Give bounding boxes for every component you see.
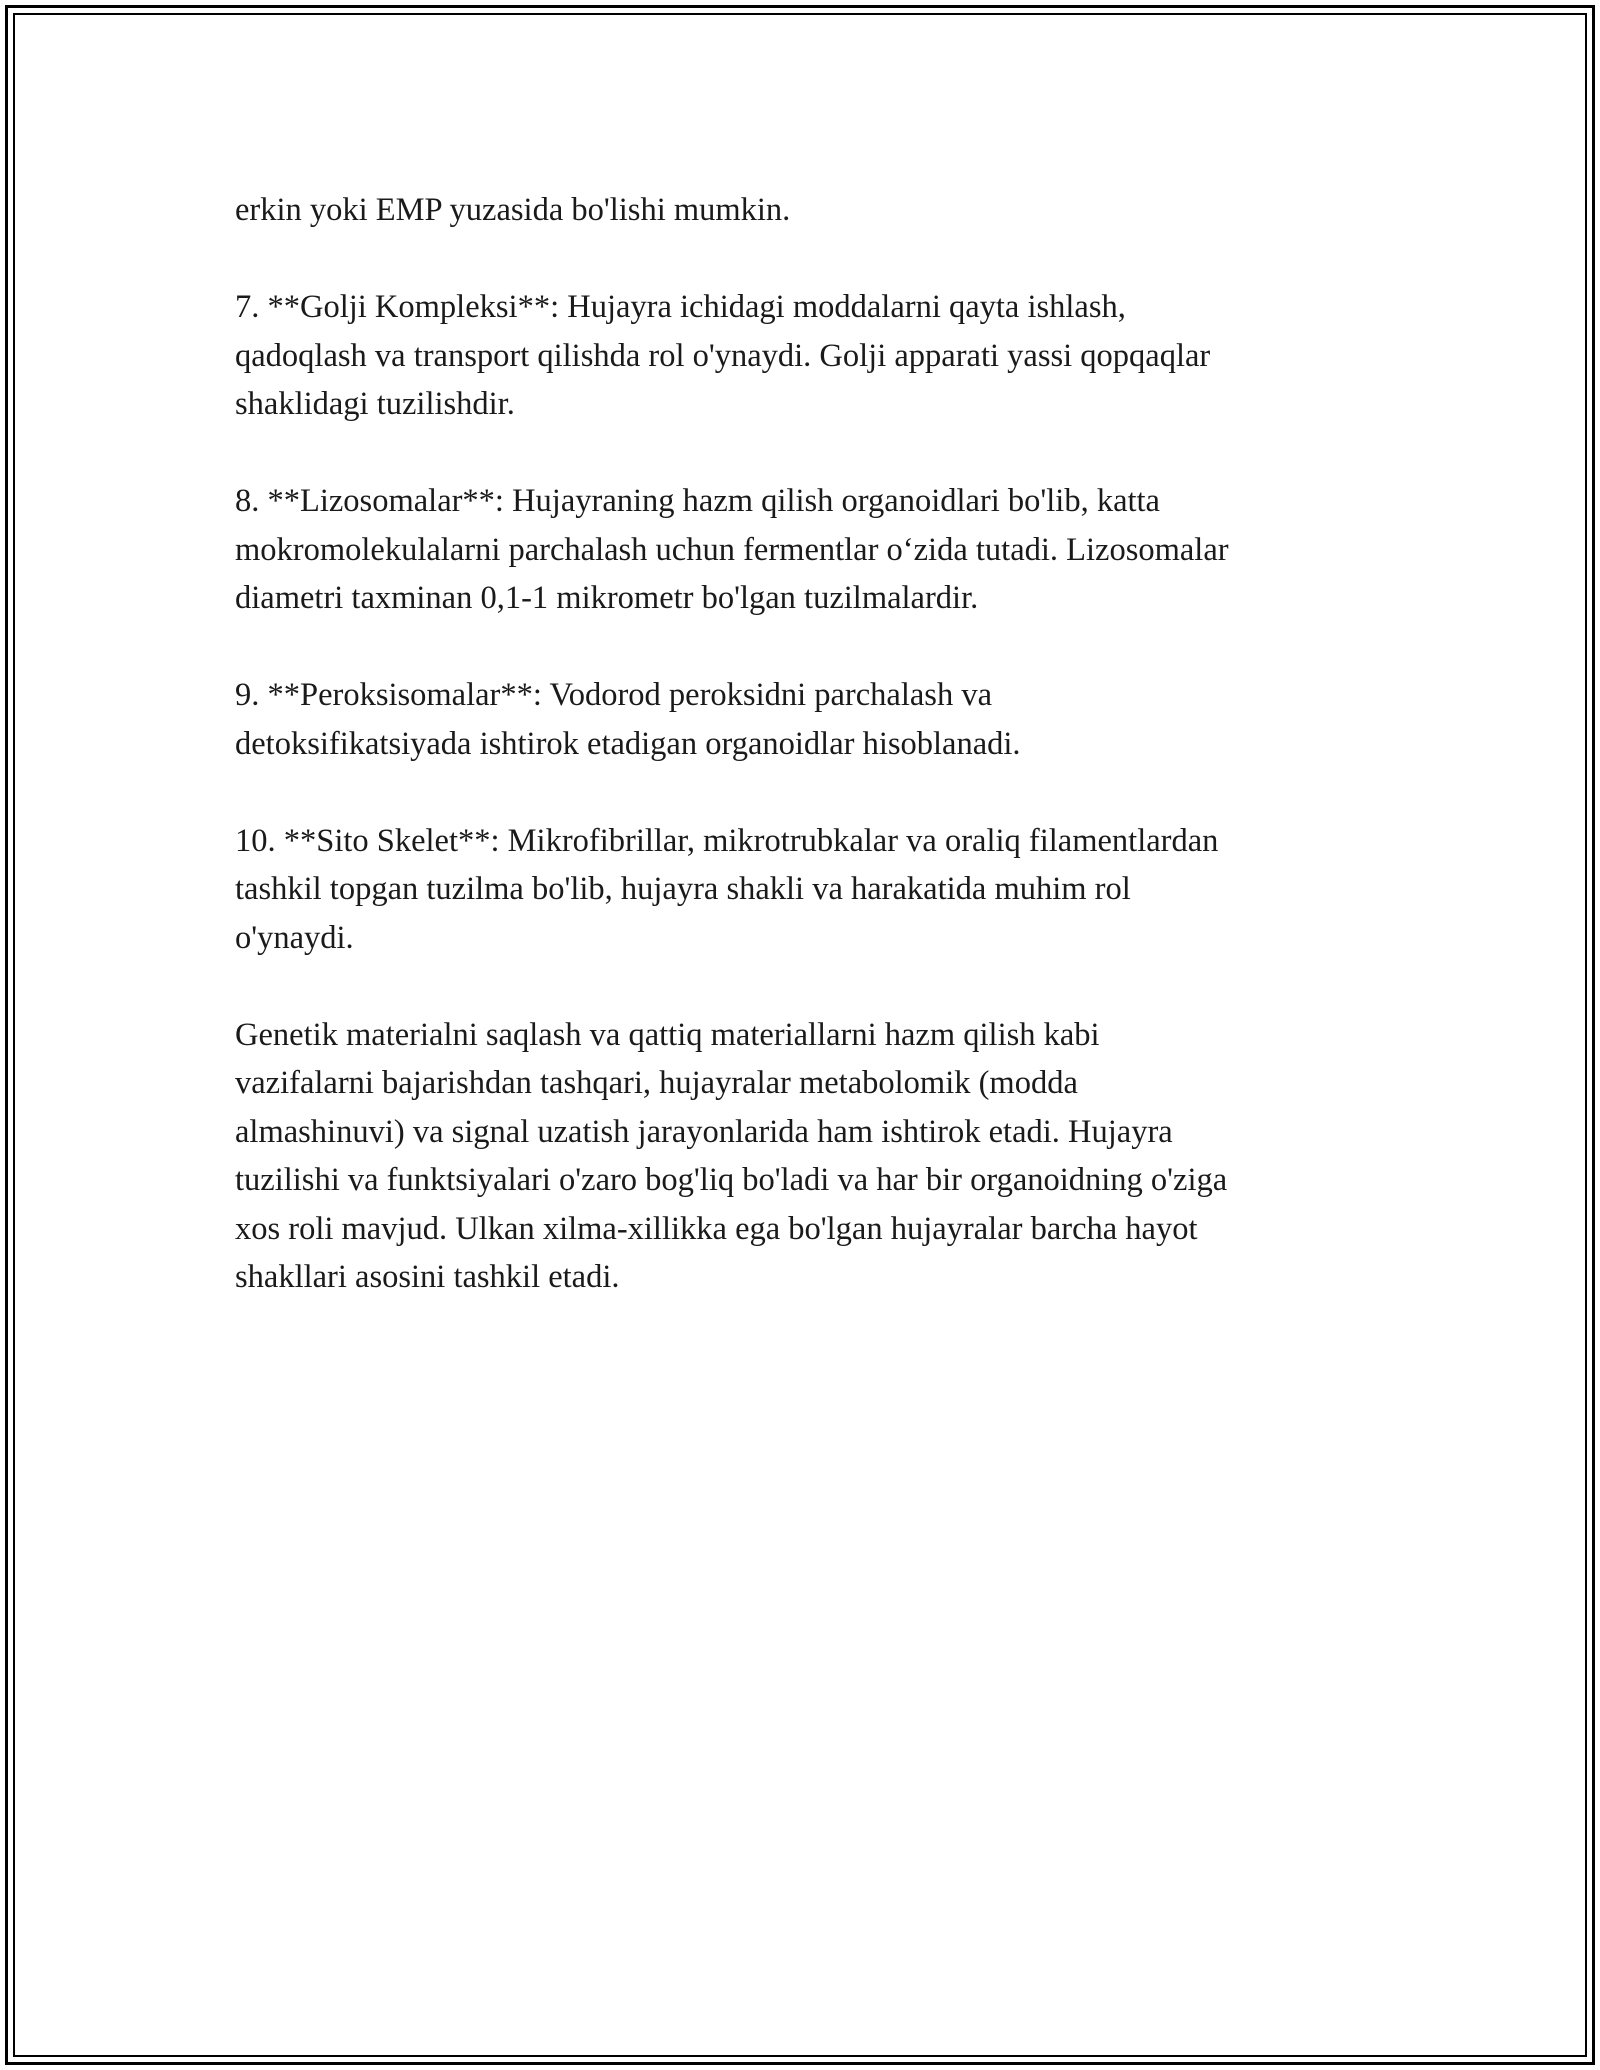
paragraph-continuation: erkin yoki EMP yuzasida bo'lishi mumkin. [235,192,791,228]
paragraph-peroxisomes: 9. **Peroksisomalar**: Vodorod peroksidni parchalash va detoksifikatsiyada ishtirok etadigan organoidlar hisoblanadi. [235,677,1021,762]
paragraph-lysosomes: 8. **Lizosomalar**: Hujayraning hazm qilish organoidlari bo'lib, katta mokromolekulalarni parchalash uchun fermentlar o‘zida tutadi. Lizosomalar diametri taxminan 0,1-1 mikrometr bo'lgan tuzilmalardir. [235,483,1229,616]
paragraph-conclusion: Genetik materialni saqlash va qattiq materiallarni hazm qilish kabi vazifalarni bajarishdan tashqari, hujayralar metabolomik (modda almashinuvi) va signal uzatish jarayonlarida ham ishtirok etadi. Hujayra tuzilishi va funktsiyalari o'zaro bog'liq bo'ladi va har bir organoidning o'ziga xos roli mavjud. Ulkan xilma-xillikka ega bo'lgan hujayralar barcha hayot shakllari asosini tashkil etadi. [235,1016,1228,1295]
paragraph-cytoskeleton: 10. **Sito Skelet**: Mikrofibrillar, mikrotrubkalar va oraliq filamentlardan tashkil topgan tuzilma bo'lib, hujayra shakli va harakatida muhim rol o'ynaydi. [235,822,1219,956]
paragraph-golgi-complex: 7. **Golji Kompleksi**: Hujayra ichidagi moddalarni qayta ishlash, qadoqlash va transport qilishda rol o'ynaydi. Golji apparati yassi qopqaqlar shaklidagi tuzilishdir. [235,289,1211,422]
document-body [235,186,1370,1350]
